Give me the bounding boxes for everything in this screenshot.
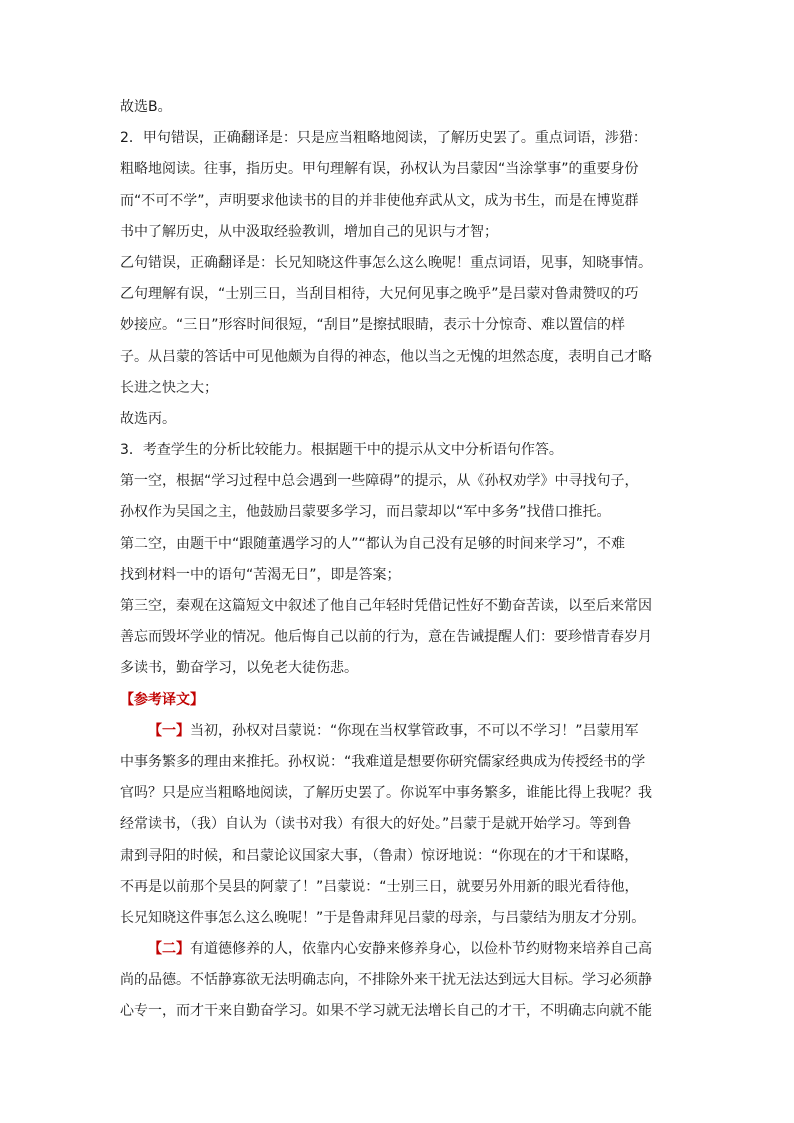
text-line: 第三空，秦观在这篇短文中叙述了他自己年轻时凭借记性好不勤奋苦读，以至后来常因 — [120, 598, 652, 614]
text-line: 妙接应。“三日”形容时间很短，“刮目”是擦拭眼睛，表示十分惊奇、难以置信的样 — [120, 317, 626, 334]
paragraph-tag: 【一】 — [148, 722, 190, 739]
text-span: 当初，孙权对吕蒙说：“你现在当权掌管政事，不可以不学习！”吕蒙用军 — [190, 722, 639, 739]
paragraph-tag: 【二】 — [148, 941, 190, 958]
text-line: 第一空，根据“学习过程中总会遇到一些障碍”的提示，从《孙权劝学》中寻找句子， — [120, 473, 639, 490]
translation-paragraph-2-first-line — [120, 940, 680, 959]
text-line: 乙句理解有误，“士别三日，当刮目相待，大兄何见事之晚乎”是吕蒙对鲁肃赞叹的巧 — [120, 286, 639, 303]
text-line: 中事务繁多的理由来推托。孙权说：“我难道是想要你研究儒家经典成为传授经书的学 — [120, 753, 646, 770]
text-line: 经常读书，（我）自认为（读书对我）有很大的好处。”吕蒙于是就开始学习。等到鲁 — [120, 816, 632, 833]
text-line: 第二空，由题干中“跟随董遇学习的人”“都认为自己没有足够的时间来学习”，不难 — [120, 535, 626, 552]
text-line: 长兄知晓这件事怎么这么晚呢！”于是鲁肃拜见吕蒙的母亲，与吕蒙结为朋友才分别。 — [120, 909, 646, 926]
translation-paragraph-1-first-line — [120, 722, 680, 741]
text-span: 有道德修养的人，依靠内心安静来修养身心，以俭朴节约财物来培养自己高 — [190, 941, 652, 958]
text-line: 书中了解历史，从中汲取经验教训，增加自己的见识与才智； — [120, 223, 498, 240]
text-line: 粗略地阅读。往事，指历史。甲句理解有误，孙权认为吕蒙因“当涂掌事”的重要身份 — [120, 161, 639, 178]
text-line: 3．考查学生的分析比较能力。根据题干中的提示从文中分析语句作答。 — [120, 442, 563, 459]
document-page — [120, 98, 680, 1034]
text-line: 肃到寻阳的时候，和吕蒙论议国家大事，（鲁肃）惊讶地说：“你现在的才干和谋略， — [120, 847, 639, 864]
text-line: 善忘而毁坏学业的情况。他后悔自己以前的行为，意在告诫提醒人们：要珍惜青春岁月 — [120, 629, 652, 646]
text-line: 长进之快之大； — [120, 379, 218, 396]
text-line: 故选丙。 — [120, 410, 176, 427]
text-line: 多读书，勤奋学习，以免老大徒伤悲。 — [120, 660, 358, 677]
text-line: 不再是以前那个吴县的阿蒙了！”吕蒙说：“士别三日，就要另外用新的眼光看待他， — [120, 878, 639, 895]
text-line: 官吗？只是应当粗略地阅读，了解历史罢了。你说军中事务繁多，谁能比得上我呢？我 — [120, 785, 652, 802]
text-line: 孙权作为吴国之主，他鼓励吕蒙要多学习，而吕蒙却以“军中多务”找借口推托。 — [120, 504, 611, 521]
text-line: 子。从吕蒙的答话中可见他颇为自得的神态，他以当之无愧的坦然态度，表明自己才略 — [120, 348, 652, 365]
text-line: 故选B。 — [120, 99, 172, 115]
text-line: 找到材料一中的语句“苦渴无日”，即是答案； — [120, 566, 401, 583]
text-line: 而“不可不学”，声明要求他读书的目的并非使他弃武从文，成为书生，而是在博览群 — [120, 192, 639, 209]
reference-translation-heading: 【参考译文】 — [120, 691, 204, 708]
text-line: 尚的品德。不恬静寡欲无法明确志向，不排除外来干扰无法达到远大目标。学习必须静 — [120, 972, 652, 989]
text-line: 2．甲句错误，正确翻译是：只是应当粗略地阅读，了解历史罢了。重点词语，涉猎： — [120, 130, 647, 147]
text-line: 心专一，而才干来自勤奋学习。如果不学习就无法增长自己的才干，不明确志向就不能 — [120, 1003, 652, 1020]
text-line: 乙句错误，正确翻译是：长兄知晓这件事怎么这么晚呢！重点词语，见事，知晓事情。 — [120, 254, 652, 271]
